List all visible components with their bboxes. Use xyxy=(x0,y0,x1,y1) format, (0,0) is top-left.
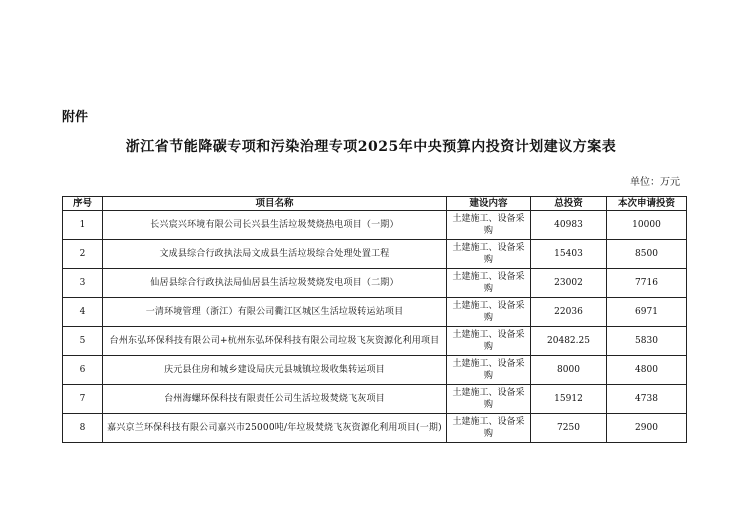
table-row xyxy=(63,269,687,298)
table-row xyxy=(63,240,687,269)
row-request: 2900 xyxy=(607,414,687,443)
row-content: 土建施工、设备采购 xyxy=(447,298,531,327)
row-request: 5830 xyxy=(607,327,687,356)
row-content: 土建施工、设备采购 xyxy=(447,385,531,414)
row-total: 15403 xyxy=(531,240,607,269)
row-project-name: 文成县综合行政执法局文成县生活垃圾综合处理处置工程 xyxy=(103,240,447,269)
row-content: 土建施工、设备采购 xyxy=(447,240,531,269)
document-title: 浙江省节能降碳专项和污染治理专项2025年中央预算内投资计划建议方案表 xyxy=(125,139,617,155)
header-content: 建设内容 xyxy=(447,197,531,211)
unit-label: 单位：万元 xyxy=(630,177,680,188)
table-row xyxy=(63,327,687,356)
header-total-investment: 总投资 xyxy=(531,197,607,211)
header-request-investment: 本次申请投资 xyxy=(607,197,687,211)
row-no: 1 xyxy=(63,211,103,240)
row-request: 4738 xyxy=(607,385,687,414)
row-no: 7 xyxy=(63,385,103,414)
row-no: 4 xyxy=(63,298,103,327)
table-row xyxy=(63,298,687,327)
row-request: 7716 xyxy=(607,269,687,298)
row-request: 6971 xyxy=(607,298,687,327)
table-row xyxy=(63,414,687,443)
row-project-name: 台州海螺环保科技有限责任公司生活垃圾焚烧飞灰项目 xyxy=(103,385,447,414)
row-content: 土建施工、设备采购 xyxy=(447,211,531,240)
row-no: 8 xyxy=(63,414,103,443)
row-content: 土建施工、设备采购 xyxy=(447,414,531,443)
header-project-name: 项目名称 xyxy=(103,197,447,211)
row-total: 23002 xyxy=(531,269,607,298)
row-content: 土建施工、设备采购 xyxy=(447,327,531,356)
row-no: 2 xyxy=(63,240,103,269)
row-content: 土建施工、设备采购 xyxy=(447,269,531,298)
row-total: 20482.25 xyxy=(531,327,607,356)
row-project-name: 台州东弘环保科技有限公司+杭州东弘环保科技有限公司垃圾飞灰资源化利用项目 xyxy=(103,327,447,356)
table-row xyxy=(63,356,687,385)
row-content: 土建施工、设备采购 xyxy=(447,356,531,385)
row-request: 10000 xyxy=(607,211,687,240)
row-project-name: 长兴宸兴环境有限公司长兴县生活垃圾焚烧热电项目（一期） xyxy=(103,211,447,240)
table-header-row xyxy=(63,197,687,211)
table-row xyxy=(63,385,687,414)
row-project-name: 嘉兴京兰环保科技有限公司嘉兴市25000吨/年垃圾焚烧飞灰资源化利用项目(一期) xyxy=(103,414,447,443)
row-total: 8000 xyxy=(531,356,607,385)
table-row xyxy=(63,211,687,240)
row-request: 8500 xyxy=(607,240,687,269)
row-total: 40983 xyxy=(531,211,607,240)
row-total: 15912 xyxy=(531,385,607,414)
row-project-name: 庆元县住房和城乡建设局庆元县城镇垃圾收集转运项目 xyxy=(103,356,447,385)
row-no: 5 xyxy=(63,327,103,356)
row-project-name: 仙居县综合行政执法局仙居县生活垃圾焚烧发电项目（二期） xyxy=(103,269,447,298)
row-no: 6 xyxy=(63,356,103,385)
row-total: 22036 xyxy=(531,298,607,327)
row-project-name: 一清环境管理（浙江）有限公司衢江区城区生活垃圾转运站项目 xyxy=(103,298,447,327)
header-no: 序号 xyxy=(63,197,103,211)
investment-plan-table xyxy=(62,196,687,443)
row-no: 3 xyxy=(63,269,103,298)
row-total: 7250 xyxy=(531,414,607,443)
row-request: 4800 xyxy=(607,356,687,385)
attachment-label: 附件 xyxy=(62,110,89,125)
